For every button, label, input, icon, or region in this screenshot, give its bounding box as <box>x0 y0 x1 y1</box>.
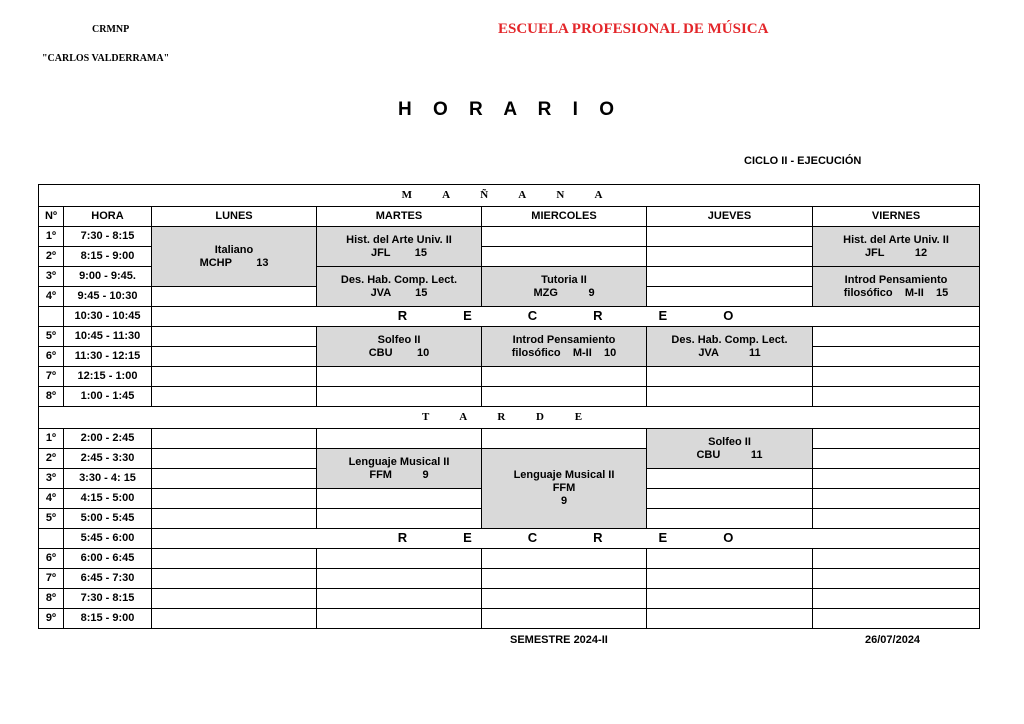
empty-cell <box>152 609 317 629</box>
class-room: 9 <box>560 495 568 507</box>
slot-time: 3:30 - 4: 15 <box>64 469 152 489</box>
recreo-letter: C <box>527 308 538 323</box>
slot-number: 6º <box>39 549 64 569</box>
institution-short: CRMNP <box>92 24 130 35</box>
empty-cell <box>482 609 647 629</box>
empty-cell <box>813 429 980 449</box>
table-row <box>39 387 980 407</box>
empty-cell <box>482 387 647 407</box>
class-title: Des. Hab. Comp. Lect. <box>340 273 458 286</box>
column-header-hour: HORA <box>64 207 152 227</box>
slot-number: 8º <box>39 589 64 609</box>
empty-cell <box>813 469 980 489</box>
class-title: Solfeo II <box>377 333 421 346</box>
table-row <box>39 569 980 589</box>
class-cell <box>482 327 647 367</box>
class-cell <box>813 227 980 267</box>
empty-cell <box>647 267 813 287</box>
class-teacher: filosófico M-II 10 <box>511 346 617 359</box>
empty-cell <box>152 327 317 347</box>
empty-cell <box>813 367 980 387</box>
slot-number: 2º <box>39 247 64 267</box>
recreo-banner <box>152 529 980 549</box>
empty-cell <box>647 367 813 387</box>
empty-cell <box>317 609 482 629</box>
empty-cell <box>317 569 482 589</box>
empty-cell <box>317 429 482 449</box>
class-cell <box>152 227 317 287</box>
school-name: ESCUELA PROFESIONAL DE MÚSICA <box>498 21 769 37</box>
slot-time: 7:30 - 8:15 <box>64 589 152 609</box>
empty-cell <box>647 387 813 407</box>
empty-cell <box>813 589 980 609</box>
empty-cell <box>152 287 317 307</box>
class-cell <box>317 327 482 367</box>
empty-cell <box>482 227 647 247</box>
slot-number: 7º <box>39 367 64 387</box>
recreo-letter: C <box>527 530 538 545</box>
recreo-letter: R <box>593 308 603 323</box>
slot-time: 4:15 - 5:00 <box>64 489 152 509</box>
empty-cell <box>317 549 482 569</box>
slot-time: 2:45 - 3:30 <box>64 449 152 469</box>
empty-cell <box>152 549 317 569</box>
slot-time: 12:15 - 1:00 <box>64 367 152 387</box>
class-title: Hist. del Arte Univ. II <box>346 233 452 246</box>
empty-cell <box>647 509 813 529</box>
empty-cell <box>813 489 980 509</box>
slot-number: 2º <box>39 449 64 469</box>
class-cell <box>482 449 647 529</box>
empty-cell <box>813 449 980 469</box>
slot-time: 11:30 - 12:15 <box>64 347 152 367</box>
empty-cell <box>317 489 482 509</box>
class-teacher: FFM <box>552 482 576 494</box>
class-teacher: MZG 9 <box>533 286 595 299</box>
column-header-monday: LUNES <box>152 207 317 227</box>
class-teacher: JVA 11 <box>698 346 761 359</box>
class-cell <box>482 267 647 307</box>
empty-cell <box>152 429 317 449</box>
semester-label: SEMESTRE 2024-II <box>510 634 608 646</box>
empty-cell <box>152 569 317 589</box>
recreo-letter: R <box>397 530 408 545</box>
empty-cell <box>647 589 813 609</box>
table-row <box>39 609 980 629</box>
slot-time: 1:00 - 1:45 <box>64 387 152 407</box>
class-teacher: JFL 15 <box>370 246 428 259</box>
empty-cell <box>482 549 647 569</box>
empty-cell <box>317 589 482 609</box>
table-row <box>39 529 980 549</box>
column-header-tuesday: MARTES <box>317 207 482 227</box>
table-row <box>39 327 980 347</box>
recreo-letter: O <box>723 530 734 545</box>
section-title-morning: M A Ñ A N A <box>39 185 980 207</box>
recreo-letter: E <box>658 530 668 545</box>
empty-cell <box>813 609 980 629</box>
slot-time: 8:15 - 9:00 <box>64 609 152 629</box>
empty-cell <box>647 469 813 489</box>
empty-cell <box>647 569 813 589</box>
class-title: Lenguaje Musical II <box>348 455 450 468</box>
class-cell <box>317 267 482 307</box>
class-title: Introd Pensamiento <box>512 333 616 346</box>
slot-time: 8:15 - 9:00 <box>64 247 152 267</box>
empty-cell <box>152 367 317 387</box>
slot-time: 6:00 - 6:45 <box>64 549 152 569</box>
slot-number: 6º <box>39 347 64 367</box>
class-title: Tutoria II <box>541 273 587 286</box>
empty-cell <box>482 247 647 267</box>
institution-name: "CARLOS VALDERRAMA" <box>42 53 170 64</box>
empty-cell <box>813 509 980 529</box>
recreo-letter: R <box>397 308 408 323</box>
recreo-letter: E <box>658 308 668 323</box>
empty-cell <box>482 589 647 609</box>
slot-time: 9:45 - 10:30 <box>64 287 152 307</box>
slot-number: 5º <box>39 509 64 529</box>
column-header-thursday: JUEVES <box>647 207 813 227</box>
slot-time: 6:45 - 7:30 <box>64 569 152 589</box>
empty-cell <box>152 387 317 407</box>
empty-cell <box>647 227 813 247</box>
column-header-wednesday: MIERCOLES <box>482 207 647 227</box>
class-cell <box>647 327 813 367</box>
empty-cell <box>152 489 317 509</box>
empty-cell <box>152 449 317 469</box>
slot-number: 9º <box>39 609 64 629</box>
empty-cell <box>152 347 317 367</box>
page-title: H O R A R I O <box>398 99 622 120</box>
empty-cell <box>482 367 647 387</box>
recreo-letter: E <box>463 530 472 545</box>
slot-number <box>39 307 64 327</box>
slot-time: 9:00 - 9:45. <box>64 267 152 287</box>
class-teacher: CBU 11 <box>696 448 763 461</box>
class-teacher: filosófico M-II 15 <box>843 286 949 299</box>
column-header-row <box>39 207 980 227</box>
class-cell <box>647 429 813 469</box>
slot-time: 10:45 - 11:30 <box>64 327 152 347</box>
empty-cell <box>152 589 317 609</box>
column-header-friday: VIERNES <box>813 207 980 227</box>
slot-number: 3º <box>39 469 64 489</box>
class-cell <box>317 449 482 489</box>
empty-cell <box>647 287 813 307</box>
schedule-table <box>38 184 980 629</box>
empty-cell <box>813 549 980 569</box>
slot-number: 5º <box>39 327 64 347</box>
slot-number <box>39 529 64 549</box>
table-row <box>39 429 980 449</box>
slot-time: 10:30 - 10:45 <box>64 307 152 327</box>
class-title: Solfeo II <box>708 435 751 448</box>
slot-number: 1º <box>39 227 64 247</box>
slot-time: 5:45 - 6:00 <box>64 529 152 549</box>
empty-cell <box>647 549 813 569</box>
slot-number: 3º <box>39 267 64 287</box>
slot-number: 8º <box>39 387 64 407</box>
empty-cell <box>482 569 647 589</box>
empty-cell <box>317 387 482 407</box>
recreo-letter: E <box>463 308 472 323</box>
section-title-afternoon: T A R D E <box>39 407 980 429</box>
table-row <box>39 549 980 569</box>
class-teacher: FFM 9 <box>369 468 429 481</box>
recreo-banner <box>152 307 980 327</box>
slot-time: 5:00 - 5:45 <box>64 509 152 529</box>
empty-cell <box>813 327 980 347</box>
class-teacher: JVA 15 <box>370 286 428 299</box>
class-teacher: CBU 10 <box>368 346 430 359</box>
recreo-letter: R <box>593 530 603 545</box>
class-teacher: MCHP 13 <box>199 256 269 269</box>
empty-cell <box>152 509 317 529</box>
cycle-label: CICLO II - EJECUCIÓN <box>744 155 862 167</box>
empty-cell <box>482 429 647 449</box>
table-row <box>39 367 980 387</box>
class-cell <box>813 267 980 307</box>
class-title: Hist. del Arte Univ. II <box>843 233 949 246</box>
slot-time: 2:00 - 2:45 <box>64 429 152 449</box>
empty-cell <box>813 387 980 407</box>
class-title: Introd Pensamiento <box>844 273 948 286</box>
slot-number: 7º <box>39 569 64 589</box>
column-header-num: Nº <box>39 207 64 227</box>
empty-cell <box>647 489 813 509</box>
slot-number: 4º <box>39 489 64 509</box>
class-title: Italiano <box>214 243 254 256</box>
class-teacher: JFL 12 <box>864 246 928 259</box>
table-row <box>39 227 980 247</box>
class-title: Lenguaje Musical II <box>513 469 615 481</box>
date-label: 26/07/2024 <box>865 634 921 646</box>
empty-cell <box>647 247 813 267</box>
slot-time: 7:30 - 8:15 <box>64 227 152 247</box>
table-row <box>39 449 980 469</box>
slot-number: 1º <box>39 429 64 449</box>
empty-cell <box>152 469 317 489</box>
slot-number: 4º <box>39 287 64 307</box>
empty-cell <box>317 509 482 529</box>
empty-cell <box>317 367 482 387</box>
class-cell <box>317 227 482 267</box>
empty-cell <box>647 609 813 629</box>
recreo-letter: O <box>723 308 734 323</box>
class-title: Des. Hab. Comp. Lect. <box>671 333 788 346</box>
table-row <box>39 307 980 327</box>
table-row <box>39 589 980 609</box>
empty-cell <box>813 347 980 367</box>
empty-cell <box>813 569 980 589</box>
